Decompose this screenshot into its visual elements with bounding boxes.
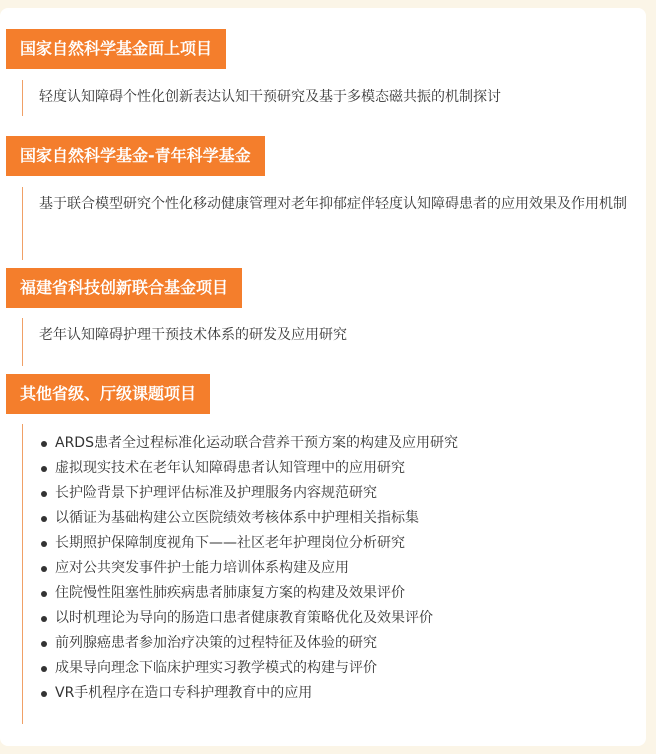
- list-item: 应对公共突发事件护士能力培训体系构建及应用: [39, 556, 642, 581]
- list-item: VR手机程序在造口专科护理教育中的应用: [39, 681, 642, 706]
- list-item: 长护险背景下护理评估标准及护理服务内容规范研究: [39, 481, 642, 506]
- section-header-provincial-projects: 其他省级、厅级课题项目: [6, 374, 210, 414]
- list-item: 长期照护保障制度视角下——社区老年护理岗位分析研究: [39, 531, 642, 556]
- project-description: 老年认知障碍护理干预技术体系的研发及应用研究: [39, 327, 347, 343]
- list-item: 住院慢性阻塞性肺疾病患者肺康复方案的构建及效果评价: [39, 581, 642, 606]
- section-body-nsfc-youth: [22, 187, 642, 260]
- list-item: 以时机理论为导向的肠造口患者健康教育策略优化及效果评价: [39, 606, 642, 631]
- list-item: ARDS患者全过程标准化运动联合营养干预方案的构建及应用研究: [39, 431, 642, 456]
- section-body-nsfc-general: [22, 80, 642, 116]
- section-body-provincial-projects: [22, 424, 642, 724]
- section-header-fujian-fund: 福建省科技创新联合基金项目: [6, 268, 242, 308]
- list-item: 以循证为基础构建公立医院绩效考核体系中护理相关指标集: [39, 506, 642, 531]
- section-header-nsfc-general: 国家自然科学基金面上项目: [6, 29, 226, 69]
- list-item: 成果导向理念下临床护理实习教学模式的构建与评价: [39, 656, 642, 681]
- list-item: 前列腺癌患者参加治疗决策的过程特征及体验的研究: [39, 631, 642, 656]
- section-body-fujian-fund: [22, 318, 642, 366]
- project-description: 基于联合模型研究个性化移动健康管理对老年抑郁症伴轻度认知障碍患者的应用效果及作用机制: [39, 196, 627, 212]
- section-header-nsfc-youth: 国家自然科学基金-青年科学基金: [6, 136, 265, 176]
- project-description: 轻度认知障碍个性化创新表达认知干预研究及基于多模态磁共振的机制探讨: [39, 89, 501, 105]
- list-item: 虚拟现实技术在老年认知障碍患者认知管理中的应用研究: [39, 456, 642, 481]
- project-list: [39, 431, 642, 706]
